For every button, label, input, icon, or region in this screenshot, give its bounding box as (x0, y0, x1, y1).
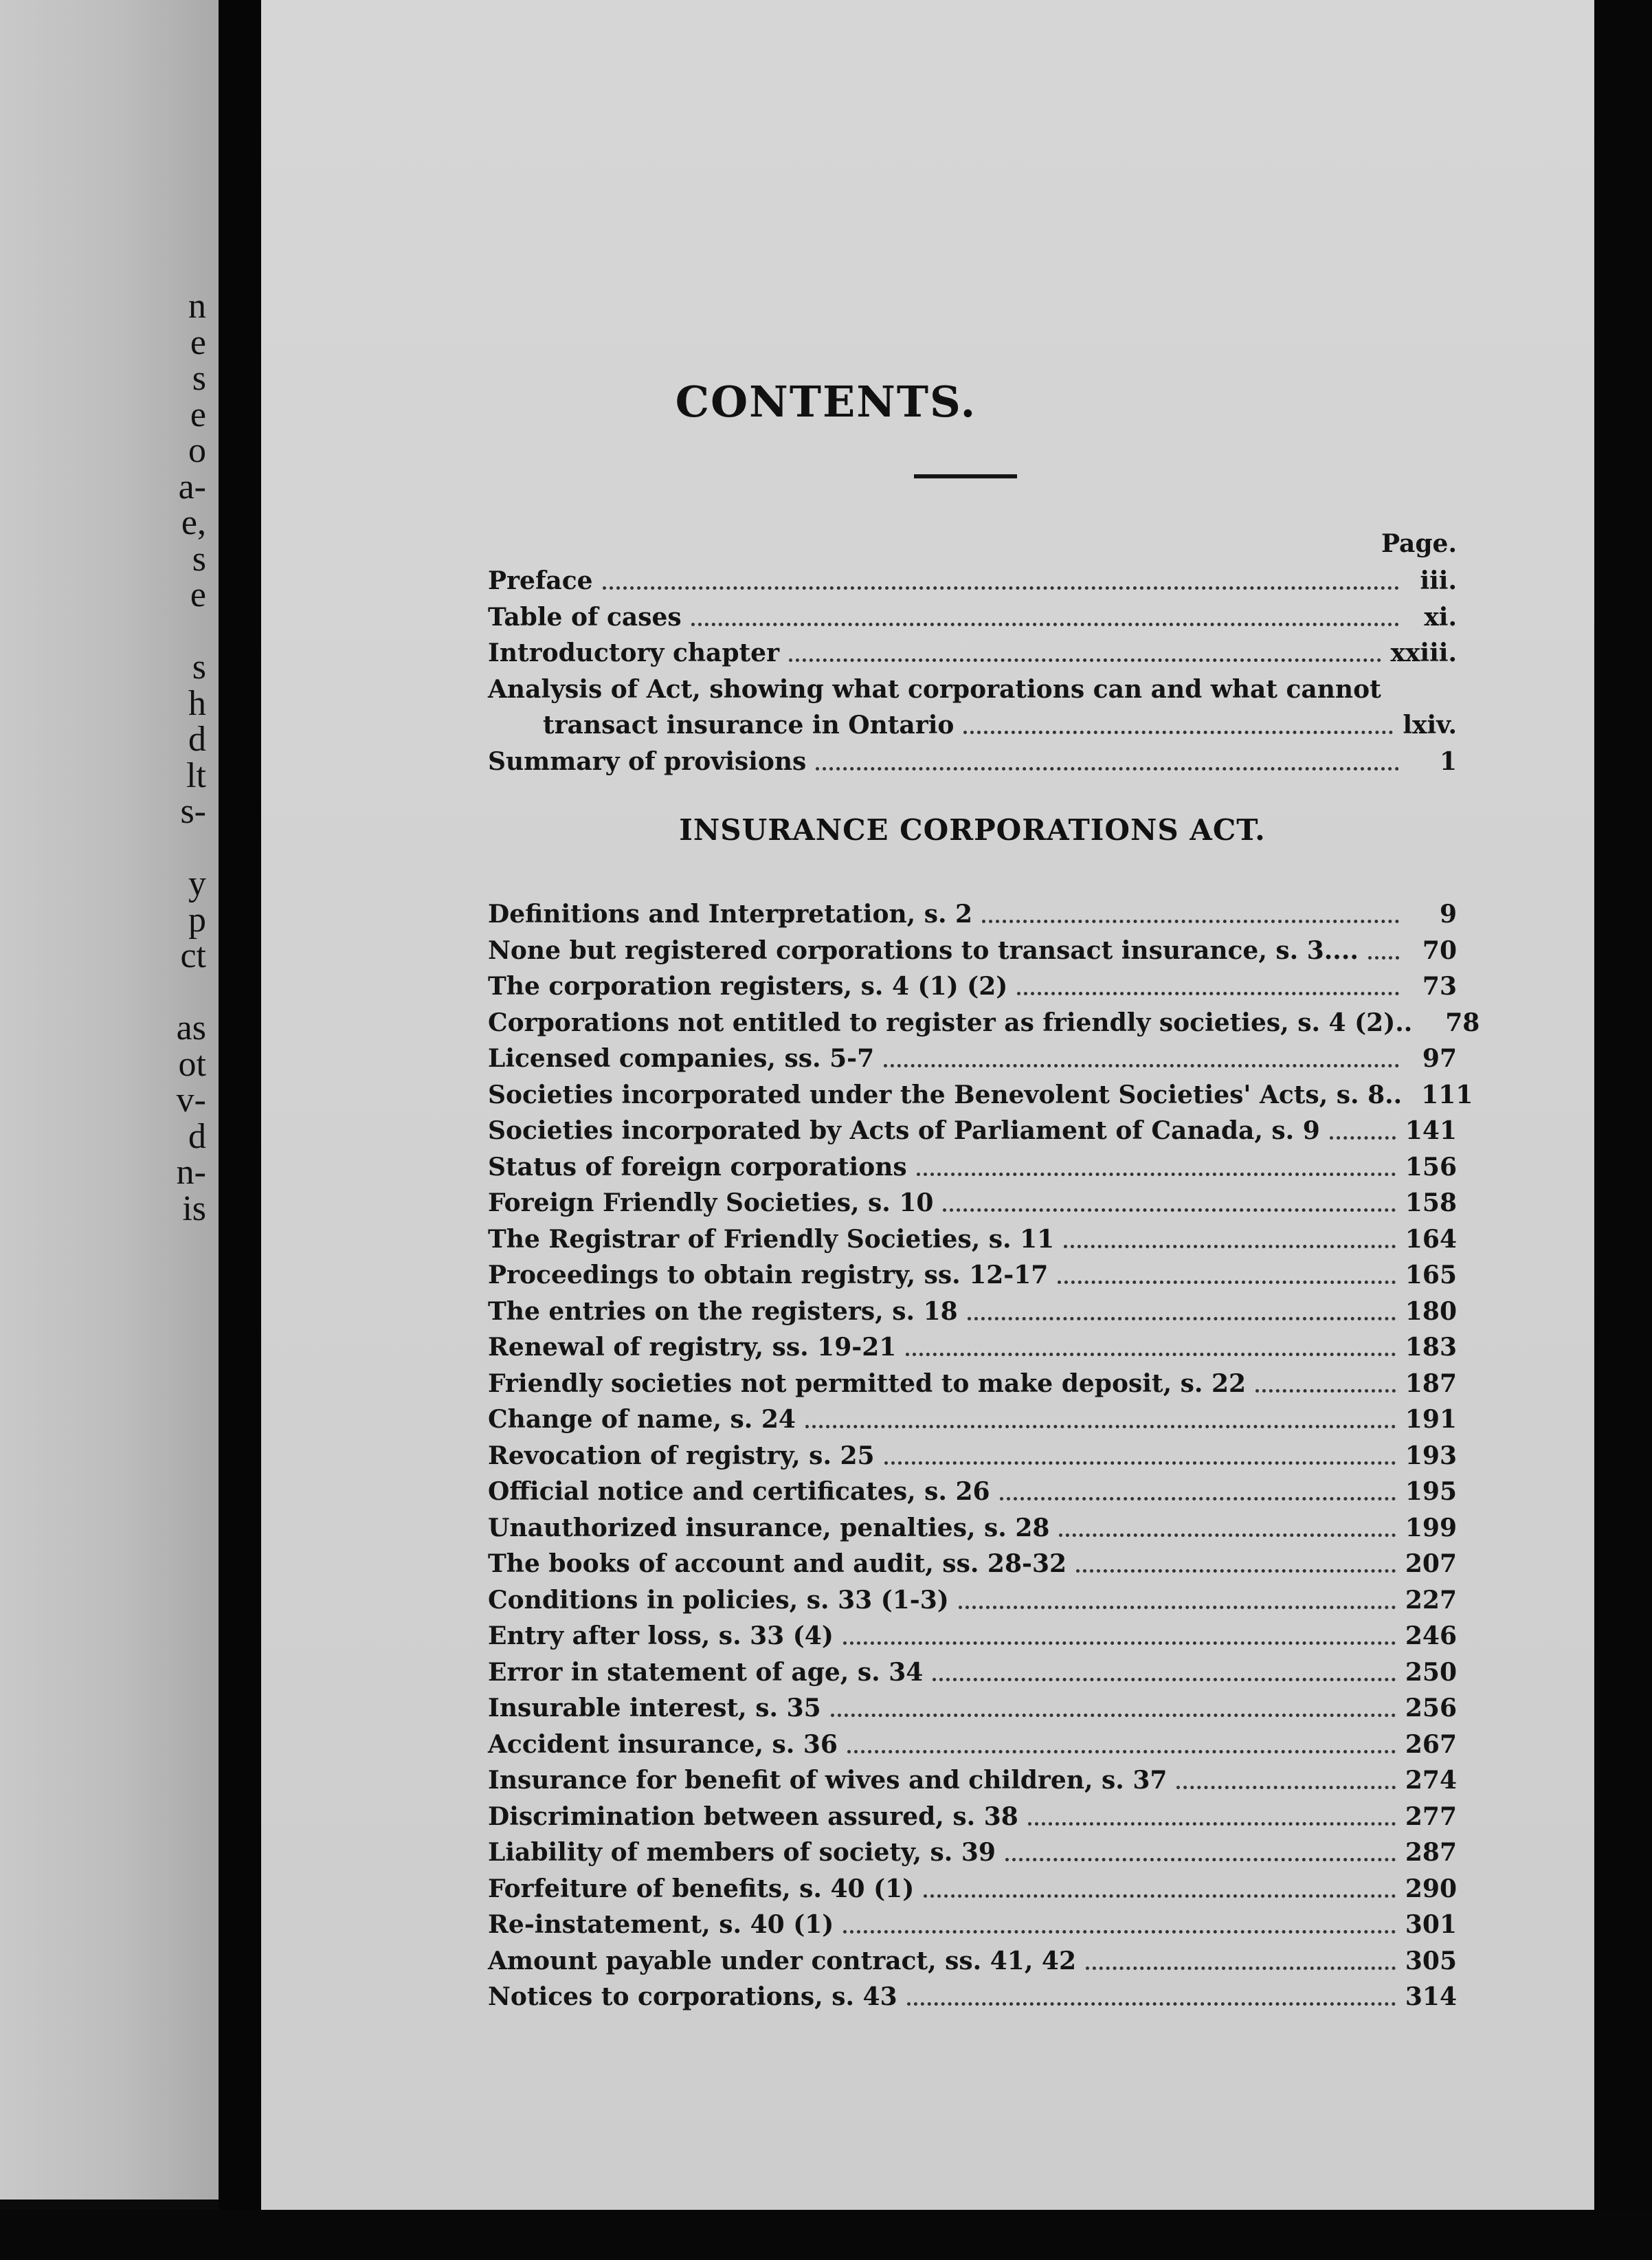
facing-page-fragment: n- (176, 1153, 206, 1192)
dot-leader (907, 2002, 1396, 2006)
section-title: INSURANCE CORPORATIONS ACT. (679, 813, 1266, 847)
toc-entry-title: Proceedings to obtain registry, ss. 12-17 (488, 1261, 1049, 1289)
toc-entry[interactable] (488, 1725, 1457, 1760)
facing-page-fragment: s (192, 539, 206, 579)
facing-page-fragment: s- (180, 792, 206, 831)
facing-page-fragment: a- (178, 467, 206, 507)
dot-leader (884, 1461, 1396, 1465)
dot-leader (1017, 992, 1399, 995)
toc-entry[interactable] (488, 1616, 1457, 1652)
facing-page-fragment: e (190, 575, 206, 614)
facing-page-fragment: v- (176, 1081, 206, 1120)
facing-page-fragment: o (188, 431, 206, 470)
title-rule (914, 474, 1017, 478)
toc-entry[interactable] (488, 561, 1457, 597)
toc-entry-page: 1 (1439, 746, 1457, 776)
dot-leader (1000, 1497, 1396, 1500)
toc-entry-page: 156 (1405, 1152, 1457, 1182)
toc-entry-page: 287 (1405, 1838, 1457, 1867)
toc-entry-title: Friendly societies not permitted to make deposit, s. 22 (488, 1369, 1247, 1398)
toc-entry-title: Revocation of registry, s. 25 (488, 1441, 875, 1470)
dot-leader (805, 1425, 1396, 1428)
toc-entry[interactable] (488, 1327, 1457, 1363)
facing-page-fragment: lt (186, 755, 206, 795)
toc-entry-title: Forfeiture of benefits, s. 40 (1) (488, 1874, 915, 1903)
toc-entry-page: 195 (1405, 1477, 1457, 1506)
toc-entry[interactable] (488, 1003, 1480, 1039)
facing-page-fragment: e, (181, 503, 206, 542)
dot-leader (1059, 1533, 1395, 1537)
dot-leader (906, 1353, 1396, 1356)
toc-entry-title: Definitions and Interpretation, s. 2 (488, 900, 973, 929)
dot-leader (603, 586, 1399, 590)
facing-page-fragment: as (176, 1008, 206, 1048)
toc-entry[interactable] (488, 1219, 1457, 1255)
toc-entry-title: Table of cases (488, 602, 682, 632)
dot-leader (1086, 1967, 1396, 1970)
dot-leader (943, 1208, 1395, 1212)
dot-leader (963, 731, 1393, 734)
table-of-contents (488, 529, 1480, 2011)
dot-leader (917, 1173, 1396, 1176)
toc-entry[interactable] (488, 1832, 1457, 1868)
dot-leader (843, 1641, 1396, 1645)
toc-entry-page: 158 (1405, 1188, 1457, 1217)
toc-entry-page: 301 (1405, 1910, 1457, 1939)
toc-entry-page: 164 (1405, 1224, 1457, 1254)
dot-leader (1176, 1786, 1395, 1789)
toc-entry[interactable] (488, 1941, 1457, 1977)
toc-entry-title: The Registrar of Friendly Societies, s. 11 (488, 1224, 1055, 1254)
toc-entry-page: 193 (1405, 1441, 1457, 1470)
toc-entry-page: 73 (1422, 972, 1457, 1001)
toc-entry[interactable] (488, 705, 1457, 741)
dot-leader (831, 1714, 1396, 1717)
dot-leader (982, 920, 1399, 923)
toc-entry-title: Amount payable under contract, ss. 41, 42 (488, 1946, 1077, 1975)
toc-entry-page: 267 (1405, 1729, 1457, 1759)
toc-entry-page: 246 (1405, 1621, 1457, 1650)
toc-entry-title: Summary of provisions (488, 746, 807, 776)
toc-entry-page: 191 (1405, 1405, 1457, 1434)
facing-page-fragment: ct (180, 936, 206, 975)
toc-entry[interactable] (488, 1688, 1457, 1724)
toc-entry-page: 199 (1405, 1513, 1457, 1542)
toc-entry-page: 314 (1405, 1982, 1457, 2011)
toc-entry-page: 274 (1405, 1766, 1457, 1795)
toc-entry[interactable] (488, 669, 1457, 705)
toc-entry-page: 70 (1422, 935, 1457, 965)
dot-leader (1058, 1281, 1396, 1284)
toc-entry-page: 78 (1445, 1008, 1480, 1037)
toc-entry-title: Notices to corporations, s. 43 (488, 1982, 897, 2011)
toc-entry[interactable] (488, 1977, 1457, 2013)
toc-entry[interactable] (488, 931, 1457, 966)
toc-entry[interactable] (488, 597, 1457, 633)
toc-entry-title: Accident insurance, s. 36 (488, 1729, 838, 1759)
facing-page-fragment: d (188, 1116, 206, 1156)
book-gutter (219, 0, 261, 2260)
toc-entry-page: 97 (1422, 1044, 1457, 1073)
toc-entry[interactable] (488, 1869, 1457, 1905)
facing-page-fragment: ot (178, 1044, 206, 1084)
right-border (1594, 0, 1652, 2260)
toc-entry-page: 256 (1405, 1694, 1457, 1722)
dot-leader (1368, 956, 1399, 960)
toc-entry[interactable] (488, 1039, 1457, 1074)
toc-entry-title: Official notice and certificates, s. 26 (488, 1477, 990, 1506)
toc-entry-title: transact insurance in Ontario (543, 711, 955, 740)
dot-leader (789, 658, 1381, 662)
toc-entry-title: Entry after loss, s. 33 (4) (488, 1621, 834, 1650)
toc-entry-title: Societies incorporated under the Benevolent Societies' Acts, s. 8.. (488, 1080, 1403, 1109)
toc-entry-page: lxiv. (1403, 711, 1457, 740)
toc-entry[interactable] (488, 1580, 1457, 1616)
toc-entry-page: 111 (1421, 1080, 1473, 1109)
toc-entry[interactable] (488, 1399, 1457, 1435)
dot-leader (1005, 1858, 1396, 1861)
toc-entry-title: Preface (488, 566, 593, 595)
dot-leader (884, 1064, 1399, 1067)
toc-entry[interactable] (488, 1111, 1457, 1146)
toc-entry-title: The entries on the registers, s. 18 (488, 1296, 958, 1326)
toc-entry-page: 9 (1439, 900, 1457, 929)
toc-entry-page: 290 (1405, 1874, 1457, 1903)
facing-page-fragment: d (188, 720, 206, 759)
toc-entry-title: Discrimination between assured, s. 38 (488, 1802, 1018, 1831)
toc-entry-page: xi. (1424, 602, 1457, 632)
dot-leader (924, 1894, 1396, 1898)
dot-leader (691, 623, 1399, 626)
toc-entry-page: iii. (1420, 566, 1457, 595)
toc-entry[interactable] (488, 1544, 1457, 1580)
toc-entry-title: The books of account and audit, ss. 28-32 (488, 1549, 1067, 1578)
toc-entry[interactable] (488, 742, 1457, 777)
toc-entry-title: None but registered corporations to transact insurance, s. 3.... (488, 935, 1359, 965)
toc-entry[interactable] (488, 1255, 1457, 1291)
toc-entry-title: Insurance for benefit of wives and children, s. 37 (488, 1766, 1168, 1795)
dot-leader (959, 1606, 1396, 1609)
facing-page-fragment: e (190, 395, 206, 434)
toc-entry[interactable] (488, 894, 1457, 930)
dot-leader (847, 1750, 1396, 1753)
toc-entry-page: 141 (1405, 1116, 1457, 1145)
toc-entry-page: 207 (1405, 1549, 1457, 1578)
facing-page-fragment: p (188, 900, 206, 940)
toc-entry-title: Change of name, s. 24 (488, 1405, 796, 1434)
toc-entry-title: The corporation registers, s. 4 (1) (2) (488, 972, 1008, 1001)
toc-entry-title: Insurable interest, s. 35 (488, 1694, 821, 1722)
toc-entry-title: Renewal of registry, ss. 19-21 (488, 1333, 897, 1362)
facing-page-fragment: y (188, 864, 206, 903)
toc-entry[interactable] (488, 1472, 1457, 1507)
toc-entry-title: Conditions in policies, s. 33 (1-3) (488, 1585, 949, 1615)
toc-entry-page: 277 (1405, 1802, 1457, 1831)
dot-leader (1076, 1569, 1396, 1573)
toc-entry-page: 305 (1405, 1946, 1457, 1975)
page-title: CONTENTS. (675, 377, 977, 427)
facing-page-fragment: n (188, 287, 206, 326)
toc-entry-title: Unauthorized insurance, penalties, s. 28 (488, 1513, 1050, 1542)
toc-entry[interactable] (488, 1760, 1457, 1796)
toc-entry[interactable] (488, 1652, 1457, 1688)
facing-page-fragment: s (192, 647, 206, 687)
toc-entry[interactable] (488, 1905, 1457, 1940)
toc-entry[interactable] (488, 1183, 1457, 1219)
toc-entry-title: Error in statement of age, s. 34 (488, 1657, 924, 1687)
toc-entry-page: 187 (1405, 1369, 1457, 1398)
toc-entry[interactable] (488, 1508, 1457, 1544)
toc-entry-page: 180 (1405, 1296, 1457, 1326)
toc-entry-title: Licensed companies, ss. 5-7 (488, 1044, 875, 1073)
toc-entry-page: 250 (1405, 1657, 1457, 1687)
facing-page-fragment: s (192, 359, 206, 398)
toc-entry-page: 227 (1405, 1585, 1457, 1615)
toc-entry-page: 165 (1405, 1261, 1457, 1289)
dot-leader (1255, 1389, 1396, 1393)
toc-entry[interactable] (488, 1147, 1457, 1183)
dot-leader (816, 767, 1399, 771)
toc-entry-title: Corporations not entitled to register as friendly societies, s. 4 (2).. (488, 1008, 1413, 1037)
dot-leader (933, 1678, 1396, 1681)
left-page-edge (0, 0, 219, 2200)
facing-page-fragment: h (188, 683, 206, 723)
toc-entry-title: Analysis of Act, showing what corporations can and what cannot (488, 674, 1381, 704)
facing-page-fragment: is (182, 1188, 206, 1228)
toc-entry[interactable] (488, 1797, 1457, 1832)
bottom-border (0, 2210, 1652, 2260)
dot-leader (968, 1317, 1396, 1320)
toc-entry[interactable] (488, 966, 1457, 1002)
toc-entry[interactable] (488, 1364, 1457, 1399)
page-column-header: Page. (1381, 529, 1457, 558)
dot-leader (843, 1930, 1396, 1934)
dot-leader (1330, 1136, 1396, 1140)
toc-entry-title: Foreign Friendly Societies, s. 10 (488, 1188, 934, 1217)
toc-entry-title: Status of foreign corporations (488, 1152, 907, 1182)
toc-entry-title: Liability of members of society, s. 39 (488, 1838, 996, 1867)
toc-entry[interactable] (488, 1075, 1473, 1111)
toc-entry[interactable] (488, 1292, 1457, 1327)
dot-leader (1028, 1822, 1396, 1826)
toc-entry[interactable] (488, 633, 1457, 669)
toc-entry-page: 183 (1405, 1333, 1457, 1362)
toc-entry-title: Societies incorporated by Acts of Parliament of Canada, s. 9 (488, 1116, 1320, 1145)
dot-leader (1064, 1245, 1396, 1248)
facing-page-fragment: e (190, 322, 206, 362)
toc-entry-title: Introductory chapter (488, 639, 780, 667)
toc-entry-title: Re-instatement, s. 40 (1) (488, 1910, 834, 1939)
toc-entry[interactable] (488, 1436, 1457, 1472)
toc-entry-page: xxiii. (1390, 639, 1457, 667)
